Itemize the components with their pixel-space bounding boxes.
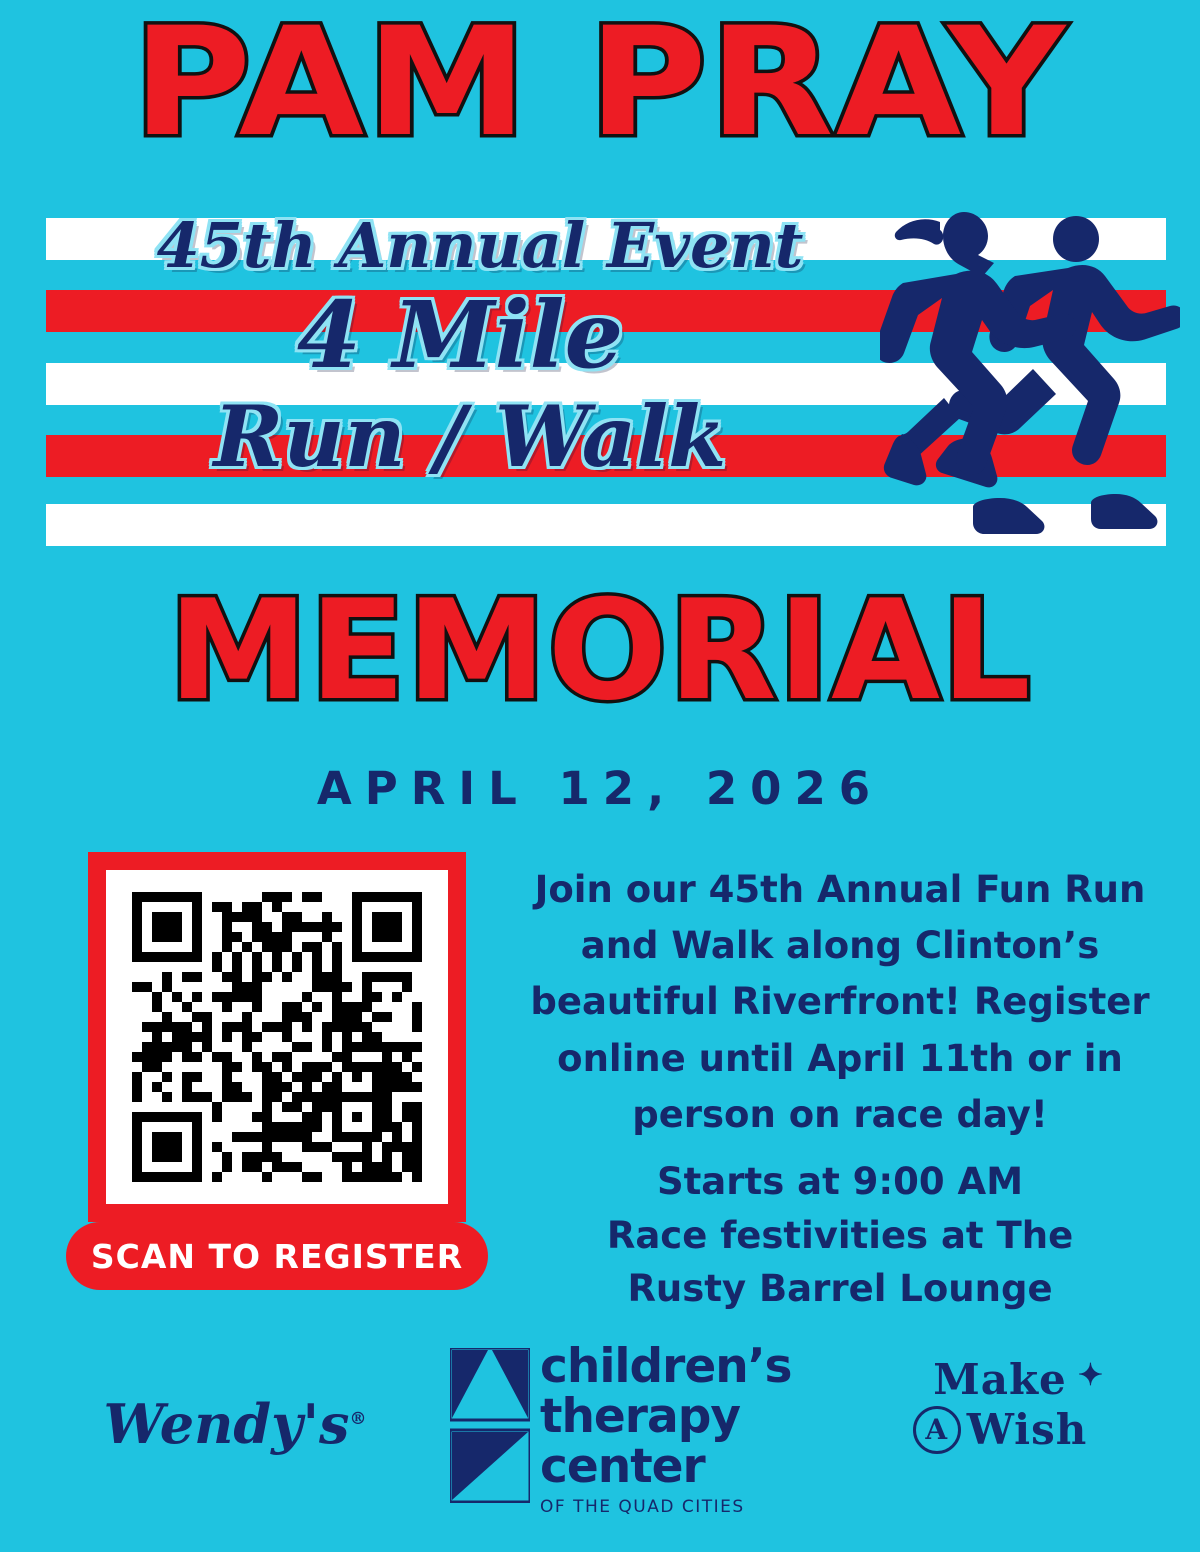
sponsor-logos [0,1330,1200,1530]
runners-silhouette-icon [880,198,1180,558]
qr-code-image[interactable] [106,870,448,1204]
sponsor-wendys-label: Wendy's [103,1392,350,1456]
childrens-therapy-center-wordmark [540,1339,792,1518]
make-a-wish-make-text: Make [933,1355,1067,1404]
make-a-wish-wish-text: Wish [966,1405,1088,1455]
sponsor-logo-wendys [90,1392,380,1456]
make-a-wish-line-1 [860,1355,1140,1404]
sponsor-wendys-trademark: ® [349,1409,367,1429]
qr-code-canvas[interactable] [132,892,422,1182]
ctc-line-3: center [540,1438,705,1494]
event-subtitle [0,209,900,486]
subtitle-line-2: 4 Mile [296,281,624,389]
details-festivities-line-1: Race festivities at The [606,1213,1074,1257]
memorial-heading: MEMORIAL [168,570,1032,731]
sponsor-logo-make-a-wish [860,1355,1140,1455]
event-date: APRIL 12, 2026 [316,762,884,815]
details-festivities-line-2: Rusty Barrel Lounge [627,1267,1053,1311]
details-start-time: Starts at 9:00 AM [656,1160,1024,1204]
ctc-tagline: OF THE QUAD CITIES [540,1497,745,1518]
page-title: PAM PRAY [132,0,1068,170]
make-a-wish-line-2 [860,1406,1140,1454]
subtitle-line-1: 45th Annual Event [156,209,804,282]
ctc-line-2: therapy [540,1388,740,1444]
ctc-line-1: children’s [540,1339,792,1394]
subtitle-line-3: Run / Walk [213,386,727,486]
sparkle-icon: ✦ [1077,1358,1104,1393]
sponsor-logo-childrens-therapy-center [440,1338,800,1518]
event-details [520,862,1160,1316]
details-paragraph: Join our 45th Annual Fun Run and Walk along Clinton’s beautiful Riverfront! Register online until April 11th or in person on race day! [530,868,1150,1136]
scan-to-register-badge[interactable] [66,1222,488,1290]
qr-code-frame[interactable] [88,852,466,1222]
make-a-wish-a-letter: A [913,1406,961,1454]
childrens-therapy-center-mark-icon [450,1348,530,1503]
scan-to-register-label: SCAN TO REGISTER [90,1236,464,1276]
